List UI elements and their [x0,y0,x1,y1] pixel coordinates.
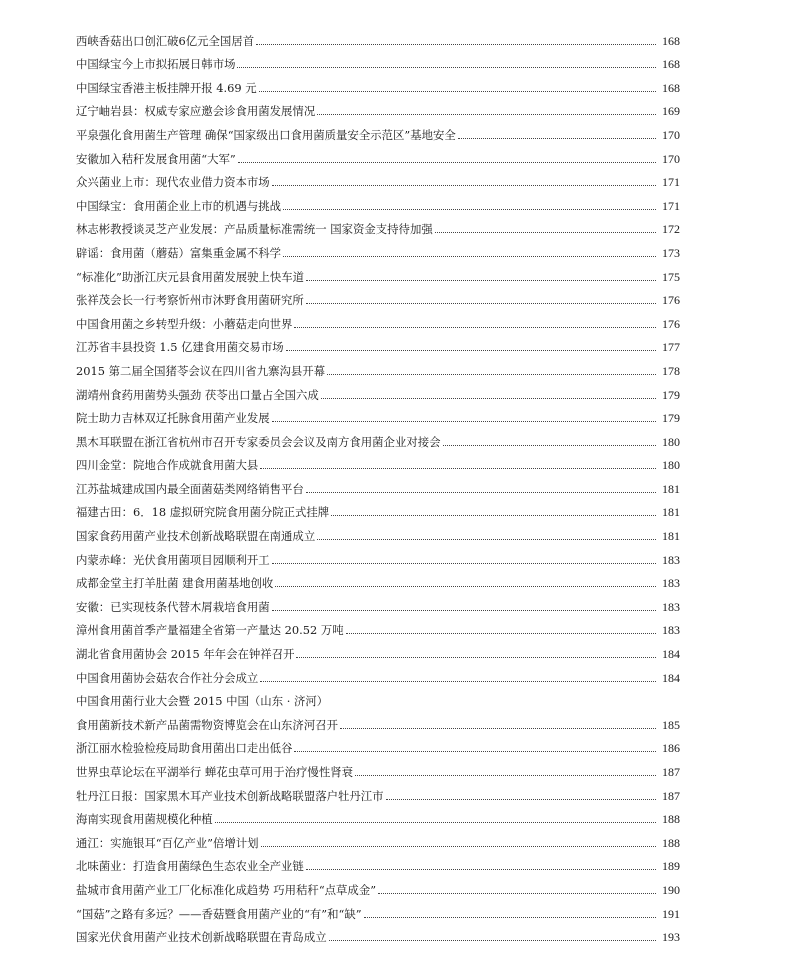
dot-leader [283,256,656,257]
toc-entry-title: 牡丹江日报：国家黑木耳产业技术创新战略联盟落户牡丹江市 [76,789,384,803]
toc-entry [76,284,680,308]
dot-leader [329,940,656,941]
toc-entry [76,95,680,119]
toc-entry [76,850,680,874]
toc-entry [76,331,680,355]
toc-entry-title: 国家光伏食用菌产业技术创新战略联盟在青岛成立 [76,931,327,945]
toc-entry-title: 中国绿宝香港主板挂牌开报 4.69 元 [76,81,257,95]
toc-entry-page-number: 176 [662,316,680,331]
dot-leader [256,44,656,45]
dot-leader [355,775,656,776]
dot-leader [272,610,656,611]
toc-entry [76,307,680,331]
toc-entry [76,755,680,779]
toc-entry-title: 浙江丽水检验检疫局助食用菌出口走出低谷 [76,742,293,756]
toc-entry-page-number: 168 [662,80,680,95]
toc-entry-page-number: 190 [662,882,680,897]
dot-leader [272,563,656,564]
toc-entry-page-number: 168 [662,57,680,72]
toc-entry [76,779,680,803]
toc-entry [76,71,680,95]
dot-leader [458,138,656,139]
toc-entry-page-number: 171 [662,175,680,190]
toc-entry-title: 中国食用菌协会菇农合作社分会成立 [76,671,259,685]
dot-leader [237,67,656,68]
toc-entry-page-number: 180 [662,434,680,449]
toc-entry-title: 中国绿宝：食用菌企业上市的机遇与挑战 [76,199,282,213]
dot-leader [283,209,656,210]
toc-entry [76,637,680,661]
dot-leader [317,539,656,540]
dot-leader [327,374,656,375]
toc-entry [76,213,680,237]
toc-entry-title: 辽宁岫岩县：权威专家应邀会诊食用菌发展情况 [76,105,316,119]
toc-entry-title: 众兴菌业上市：现代农业借力资本市场 [76,176,270,190]
toc-entry-page-number: 187 [662,765,680,779]
dot-leader [296,657,656,658]
dot-leader [286,350,656,351]
dot-leader [260,681,656,682]
toc-entry-page-number: 173 [662,245,680,260]
toc-entry-title: 漳州食用菌首季产量福建全省第一产量达 20.52 万吨 [76,624,344,638]
dot-leader [306,280,656,281]
toc-entry-page-number: 184 [662,670,680,685]
dot-leader [321,398,656,399]
toc-entry [76,402,680,426]
toc-entry-title: 辟谣：食用菌（蘑菇）富集重金属不科学 [76,246,282,260]
toc-entry [76,614,680,638]
toc-entry-title: 江苏省丰县投资 1.5 亿建食用菌交易市场 [76,341,284,355]
toc-entry [76,590,680,614]
dot-leader [294,751,656,752]
toc-entry-page-number: 183 [662,623,680,638]
toc-entry-page-number: 171 [662,198,680,213]
toc-entry-title: 院士助力吉林双辽托脉食用菌产业发展 [76,412,270,426]
dot-leader [238,162,656,163]
toc-entry-title: 世界虫草论坛在平湖举行 蝉花虫草可用于治疗慢性肾衰 [76,766,353,779]
toc-entry-page-number: 181 [662,481,680,496]
dot-leader [272,421,656,422]
toc-entry [76,378,680,402]
toc-entry-title: 成都金堂主打羊肚菌 建食用菌基地创收 [76,577,274,591]
toc-entry-page-number: 180 [662,458,680,473]
toc-entry-title: 江苏盐城建成国内最全面菌菇类网络销售平台 [76,482,304,496]
toc-entry [76,189,680,213]
toc-entry [76,519,680,543]
toc-entry [76,260,680,284]
toc-entry [76,48,680,72]
toc-entry-page-number: 191 [662,906,680,921]
dot-leader [259,91,656,92]
dot-leader [331,515,656,516]
toc-entry-page-number: 189 [662,859,680,874]
toc-entry-page-number: 183 [662,552,680,567]
toc-entry [76,24,680,48]
toc-entry-page-number: 170 [662,127,680,142]
dot-leader [340,728,656,729]
toc-entry-title: 平泉强化食用菌生产管理 确保“国家级出口食用菌质量安全示范区”基地安全 [76,128,456,142]
toc-entry [76,236,680,260]
toc-entry [76,354,680,378]
dot-leader [260,468,656,469]
toc-entry-title: 中国绿宝今上市拟拓展日韩市场 [76,58,236,72]
toc-entry-page-number: 186 [662,741,680,756]
toc-entry [76,496,680,520]
toc-entry [76,826,680,850]
toc-entry-page-number: 179 [662,387,680,402]
toc-entry [76,425,680,449]
toc-entry [76,921,680,945]
toc-entry-page-number: 170 [662,151,680,166]
toc-entry-title: 安徽加入秸秆发展食用菌“大军” [76,152,236,166]
toc-entry-title: 北味菌业：打造食用菌绿色生态农业全产业链 [76,860,304,874]
toc-entry-title: 海南实现食用菌规模化种植 [76,813,213,827]
dot-leader [364,917,656,918]
toc-entry [76,732,680,756]
toc-entry-title: 国家食药用菌产业技术创新战略联盟在南通成立 [76,530,316,544]
toc-entry [76,803,680,827]
toc-entry [76,661,680,685]
toc-entry-page-number: 183 [662,576,680,591]
dot-leader [306,303,656,304]
toc-entry-title: 张祥茂会长一行考察忻州市沐野食用菌研究所 [76,294,304,308]
toc-entry [76,142,680,166]
toc-entry-title: 通江：实施银耳“百亿产业”倍增计划 [76,836,259,850]
toc-entry-page-number: 193 [662,930,680,945]
dot-leader [378,893,656,894]
toc-entry-title: 安徽：已实现枝条代替木屑栽培食用菌 [76,600,270,614]
dot-leader [306,869,656,870]
toc-entry-page-number: 175 [662,269,680,284]
toc-entry-page-number: 172 [662,222,680,237]
toc-entry-page-number: 169 [662,104,680,119]
toc-entry-title: 湖北省食用菌协会 2015 年年会在钟祥召开 [76,648,295,662]
toc-entry-page-number: 176 [662,293,680,308]
toc-entry-title: 内蒙赤峰：光伏食用菌项目园顺利开工 [76,553,270,567]
toc-entry-page-number: 181 [662,529,680,544]
toc-entry-page-number: 183 [662,599,680,614]
toc-entry-title: 2015 第二届全国猪苓会议在四川省九寨沟县开幕 [76,364,326,378]
toc-entry-title: “国菇”之路有多远？——香菇暨食用菌产业的“有”和“缺” [76,907,362,921]
dot-leader [294,327,656,328]
toc-entry-title: 盐城市食用菌产业工厂化标准化成趋势 巧用秸秆“点草成金” [76,883,377,897]
toc-entry [76,708,680,732]
toc-entry [76,897,680,921]
toc-entry-page-number: 177 [662,340,680,355]
toc-entry-title: 中国食用菌行业大会暨 2015 中国（山东 · 济河） [76,695,329,709]
dot-leader [346,633,656,634]
dot-leader [306,492,656,493]
toc-entry-page-number: 188 [662,835,680,850]
toc-entry-page-number: 188 [662,812,680,827]
toc-entry-page-number: 168 [662,33,680,48]
dot-leader [275,586,656,587]
toc-entry-title: 林志彬教授谈灵芝产业发展：产品质量标准需统一 国家资金支持待加强 [76,223,433,237]
toc-entry [76,873,680,897]
dot-leader [261,846,656,847]
toc-entry [76,567,680,591]
toc-entry [76,118,680,142]
toc-entry-title: 湖靖州食药用菌势头强劲 茯苓出口量占全国六成 [76,388,319,402]
toc-entry-page-number: 187 [662,788,680,803]
toc-entry-title: 中国食用菌之乡转型升级：小蘑菇走向世界 [76,317,293,331]
toc-entry-page-number: 179 [662,411,680,426]
toc-entry-page-number: 185 [662,717,680,732]
toc-entry-page-number: 184 [662,647,680,662]
dot-leader [272,185,656,186]
dot-leader [386,799,656,800]
toc-entry-page-number: 178 [662,363,680,378]
toc-entry-title: 福建古田：6．18 虚拟研究院食用菌分院正式挂牌 [76,506,330,520]
dot-leader [215,822,656,823]
toc-entry-title: 食用菌新技术新产品菌需物资博览会在山东济河召开 [76,718,338,732]
toc-entry-page-number: 181 [662,505,680,520]
toc-entry [76,472,680,496]
toc-entry-title: “标准化”助浙江庆元县食用菌发展驶上快车道 [76,270,305,284]
toc-entry [76,449,680,473]
toc-entry [76,166,680,190]
dot-leader [443,445,656,446]
toc-entry [76,543,680,567]
toc-entry-title: 黑木耳联盟在浙江省杭州市召开专家委员会会议及南方食用菌企业对接会 [76,435,441,449]
dot-leader [435,232,656,233]
dot-leader [317,114,656,115]
table-of-contents [76,24,680,944]
toc-entry-title: 西峡香菇出口创汇破6亿元全国居首 [76,34,255,48]
toc-entry [76,685,680,709]
toc-entry-title: 四川金堂：院地合作成就食用菌大县 [76,459,259,473]
